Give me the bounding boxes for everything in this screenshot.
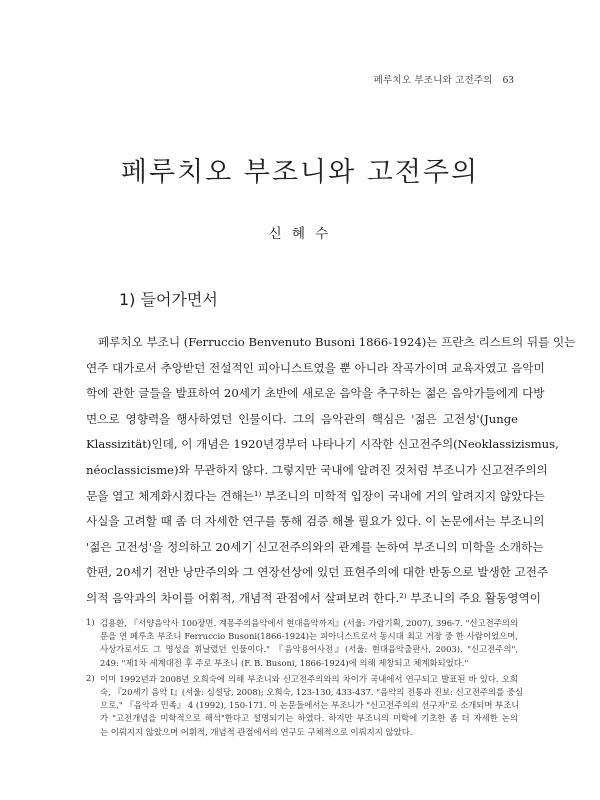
footnote-line: 는 이뤄지지 않았으며 어휘적, 개념적 관점에서의 연구도 구체적으로 이뤄지지 않았다. xyxy=(100,726,413,737)
body-line: 연주 대가로서 추앙받던 전설적인 피아니스트였을 뿐 아니라 작곡가이며 교육자였고 음악미 xyxy=(86,360,545,375)
footnote-line: 숙, 『20세기 음악 I』(서울: 심설당, 2008); 오희숙, 123-130, 433-437. "음악의 전통과 진보: 신고전주의를 중심 xyxy=(100,686,524,697)
article-author: 신 혜 수 xyxy=(268,226,332,242)
body-line: 페루치오 부조니 (Ferruccio Benvenuto Busoni 1866-1924)는 프란츠 리스트의 뒤를 잇는 xyxy=(98,335,576,349)
footnote-2 xyxy=(86,672,524,739)
footnote-line: 김용환, 『서양음악사 100장면. 계몽주의음악에서 현대음악까지』(서울: 가람기획, 2007), 396-7. "신고전주의의 xyxy=(100,618,518,628)
body-line: 문을 열고 체계화시켰다는 견해는¹⁾ 부조니의 미학적 입장이 국내에 거의 알려지지 않았다는 xyxy=(86,488,545,503)
footnote-line: 이미 1992년과 2008년 오희숙에 의해 부조니와 신고전주의와의 차이가 국내에서 연구되고 발표된 바 있다. 오희 xyxy=(100,673,518,684)
footnote-number: 2) xyxy=(86,672,95,683)
footnote-line: 가 "고전개념을 미학적으로 해석"한다고 설명되기는 하였다. 하지만 부조니의 미학에 기초한 좀 더 자세한 논의 xyxy=(100,713,518,724)
body-line: 학에 관한 글들을 발표하여 20세기 초반에 새로운 음악을 추구하는 젊은 음악가들에게 다방 xyxy=(86,386,545,401)
article-title: 페루치오 부조니와 고전주의 xyxy=(120,157,480,188)
body-line: 한편, 20세기 전반 낭만주의와 그 연장선상에 있던 표현주의에 대한 반동으로 발생한 고전주 xyxy=(86,565,549,580)
body-line: 의적 음악과의 차이를 어휘적, 개념적 관점에서 살펴보려 한다.²⁾ 부조니의 주요 활동영역이 xyxy=(86,590,541,605)
footnotes xyxy=(86,617,524,742)
footnote-line: 으로," 『음악과 민족』 4 (1992), 150-171. 이 논문들에서는 부조니가 "신고전주의의 선구자"로 소개되며 부조니 xyxy=(100,700,520,711)
footnote-1 xyxy=(86,617,518,670)
body-line: '젊은 고전성'을 정의하고 20세기 신고전주의와의 관계를 논하여 부조니의 미학을 소개하는 xyxy=(86,539,544,554)
body-line: Klassizität)인데, 이 개념은 1920년경부터 나타나기 시작한 신고전주의(Neoklassizismus, xyxy=(86,437,559,452)
running-title: 페루치오 부조니와 고전주의 xyxy=(373,75,493,86)
body-text xyxy=(86,330,576,612)
body-line: 사실을 고려할 때 좀 더 자세한 연구를 통해 검증 해볼 필요가 있다. 이 논문에서는 부조니의 xyxy=(86,514,545,529)
footnote-line: 문을 연 페루초 부조니 Ferruccio Busoni(1866-1924)는 피아니스트로서 동시대 최고 거장 중 한 사람이었으며, xyxy=(100,631,518,642)
footnote-line: 249: "제1차 세계대전 후 주로 부조니 (F. B. Busoni, 1866-1924)에 의해 제창되고 체계화되었다." xyxy=(100,657,469,668)
footnote-line: 사상가로서도 그 명성을 휘날렸던 인물이다." 『음악용어사전』(서울: 현대음악출판사, 2003). "신고전주의", xyxy=(100,644,518,655)
running-header xyxy=(374,72,514,86)
section-heading: 1) 들어가면서 xyxy=(119,290,218,309)
body-line: 면으로 영향력을 행사하였던 인물이다. 그의 음악관의 핵심은 '젊은 고전성'(Junge xyxy=(86,411,518,426)
body-line: néoclassicisme)와 무관하지 않다. 그렇지만 국내에 알려진 것처럼 부조니가 신고전주의의 xyxy=(86,462,548,477)
page-number: 63 xyxy=(502,74,514,86)
footnote-number: 1) xyxy=(86,617,95,627)
